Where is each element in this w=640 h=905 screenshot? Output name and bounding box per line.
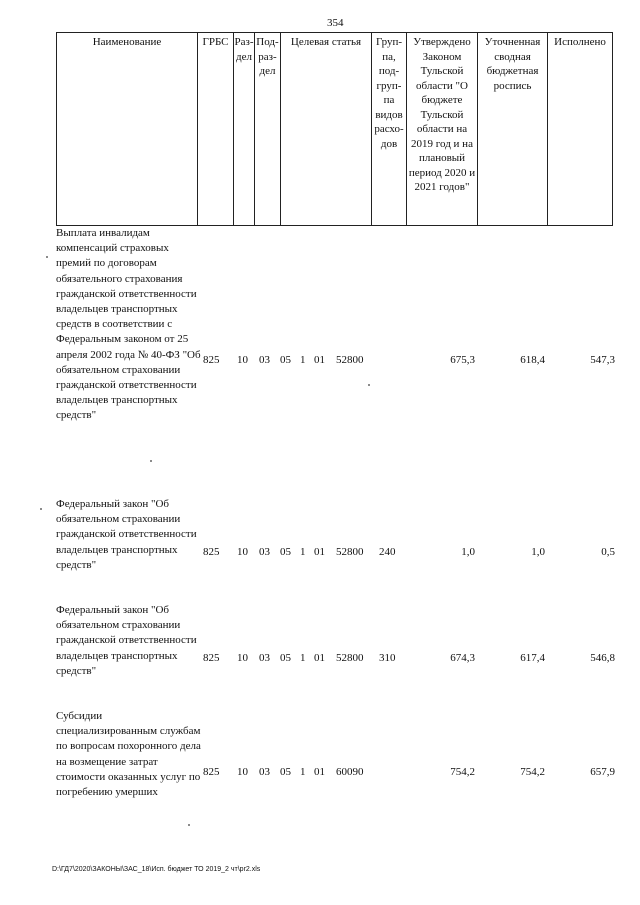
header-name: Наименование <box>56 32 197 226</box>
row-approved: 675,3 <box>450 354 475 366</box>
header-approved: Утверждено Законом Тульской области "О бюджете Тульской области на 2019 год и на плановый период 2020 и 2021 годов" <box>406 32 477 226</box>
header-refined: Уточненная сводная бюджетная роспись <box>477 32 547 226</box>
scan-speck <box>188 824 190 826</box>
row-group: 240 <box>379 546 396 558</box>
row-approved: 1,0 <box>461 546 475 558</box>
row-target-subprogram: 1 <box>300 652 306 664</box>
row-refined: 754,2 <box>520 766 545 778</box>
row-razdel: 10 <box>237 546 248 558</box>
row-approved: 674,3 <box>450 652 475 664</box>
row-grbs: 825 <box>203 546 220 558</box>
row-group: 310 <box>379 652 396 664</box>
row-name: Субсидии специализированным службам по вопросам похоронного дела на возмещение затрат стоимости оказанных услуг по погребению умерших <box>56 710 201 799</box>
header-grbs: ГРБС <box>197 32 233 226</box>
row-executed: 0,5 <box>601 546 615 558</box>
scan-speck <box>150 460 152 462</box>
row-target-program: 05 <box>280 546 291 558</box>
row-grbs: 825 <box>203 766 220 778</box>
row-target-program: 05 <box>280 354 291 366</box>
row-executed: 547,3 <box>590 354 615 366</box>
header-podrazdel: Под- раз- дел <box>254 32 280 226</box>
row-target-direction: 52800 <box>336 652 364 664</box>
row-podrazdel: 03 <box>259 652 270 664</box>
file-path-footer: D:\ГД7\2020\ЗАКОНЫ\ЗАС_18\Исп. бюджет ТО 2019_2 чт\pr2.xls <box>52 866 261 873</box>
row-refined: 618,4 <box>520 354 545 366</box>
row-target-subprogram: 1 <box>300 546 306 558</box>
header-target: Целевая статья <box>280 32 371 226</box>
row-podrazdel: 03 <box>259 354 270 366</box>
row-target-direction: 52800 <box>336 546 364 558</box>
row-razdel: 10 <box>237 354 248 366</box>
row-name: Выплата инвалидам компенсаций страховых премий по договорам обязательного страхования гражданской ответственности владельцев транспортных средств в соответствии с Федеральным законом от 25 апреля 2002 года № 40-ФЗ "Об обязательном страховании гражданской ответственности владельцев транспортных средств" <box>56 227 201 422</box>
row-executed: 546,8 <box>590 652 615 664</box>
row-target-event: 01 <box>314 766 325 778</box>
row-refined: 617,4 <box>520 652 545 664</box>
row-name: Федеральный закон "Об обязательном страховании гражданской ответственности владельцев транспортных средств" <box>56 604 197 677</box>
scan-speck <box>368 384 370 386</box>
row-target-direction: 60090 <box>336 766 364 778</box>
row-target-event: 01 <box>314 546 325 558</box>
row-target-event: 01 <box>314 652 325 664</box>
header-group: Груп- па, под- груп- па видов расхо- дов <box>371 32 406 226</box>
page-number: 354 <box>327 17 344 29</box>
row-name: Федеральный закон "Об обязательном страховании гражданской ответственности владельцев транспортных средств" <box>56 498 197 571</box>
row-approved: 754,2 <box>450 766 475 778</box>
row-grbs: 825 <box>203 652 220 664</box>
row-target-event: 01 <box>314 354 325 366</box>
scan-speck <box>40 508 42 510</box>
header-executed: Исполнено <box>547 32 613 226</box>
header-razdel: Раз- дел <box>233 32 254 226</box>
row-target-program: 05 <box>280 652 291 664</box>
row-podrazdel: 03 <box>259 766 270 778</box>
row-podrazdel: 03 <box>259 546 270 558</box>
row-refined: 1,0 <box>531 546 545 558</box>
row-target-subprogram: 1 <box>300 354 306 366</box>
scan-speck <box>46 256 48 258</box>
row-target-direction: 52800 <box>336 354 364 366</box>
row-executed: 657,9 <box>590 766 615 778</box>
table-header <box>56 32 613 226</box>
row-razdel: 10 <box>237 766 248 778</box>
row-target-program: 05 <box>280 766 291 778</box>
row-target-subprogram: 1 <box>300 766 306 778</box>
row-grbs: 825 <box>203 354 220 366</box>
row-razdel: 10 <box>237 652 248 664</box>
